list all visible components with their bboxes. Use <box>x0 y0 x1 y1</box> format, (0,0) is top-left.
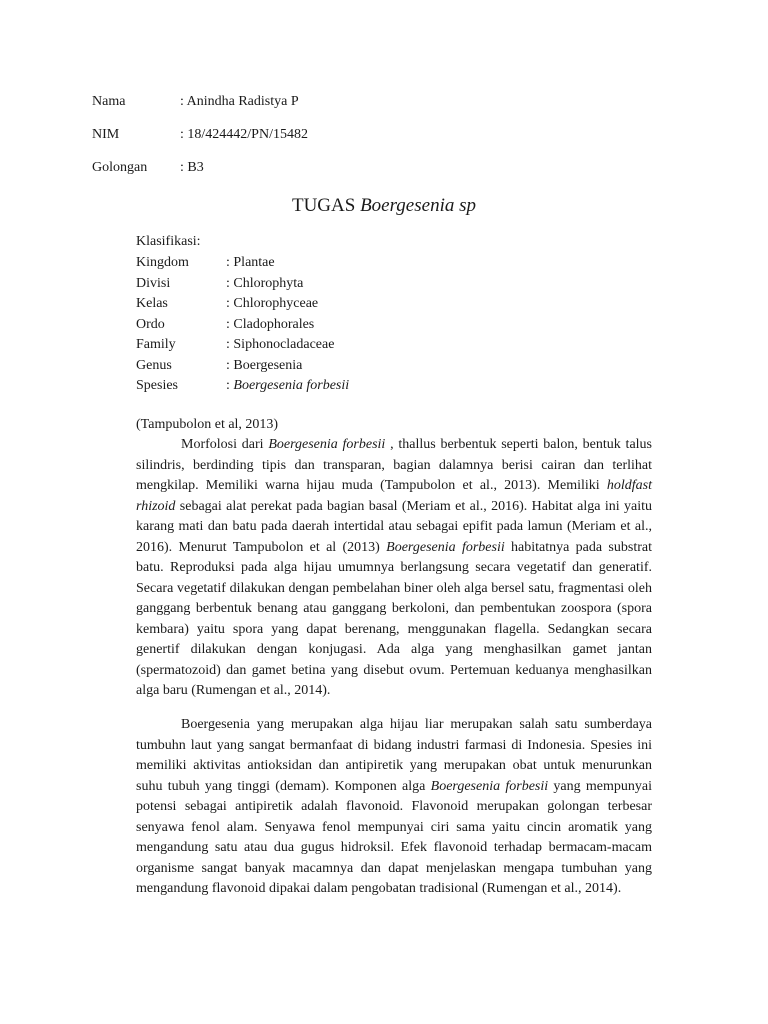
classification-source: (Tampubolon et al, 2013) <box>136 417 279 432</box>
classification-row-kelas <box>136 294 318 314</box>
species-name: Boergesenia forbesii <box>233 378 350 393</box>
text-span: Boergesenia yang merupakan alga hijau liar merupakan salah satu sumberdaya tumbuhn laut yang sangat bermanfaat di bidang industri farmasi di Indonesia. Spesies ini memiliki aktivitas antioksidan dan antipiretik yang merupakan obat untuk menurunkan suhu tubuh yang tinggi (demam). Komponen alga <box>136 717 652 794</box>
name-row <box>92 92 299 112</box>
golongan-label: Golongan <box>92 160 148 175</box>
nim-row <box>92 125 308 145</box>
nim-value: : 18/424442/PN/15482 <box>180 127 308 142</box>
classification-value: : Chlorophyta <box>226 275 304 291</box>
classification-value: : Plantae <box>226 255 275 270</box>
classification-row-genus <box>136 356 302 376</box>
classification-row-spesies <box>136 376 349 396</box>
nim-label: NIM <box>92 127 120 142</box>
page-title <box>0 193 768 219</box>
classification-label: Spesies <box>136 378 178 393</box>
classification-value <box>226 376 349 396</box>
classification-label: Kelas <box>136 296 168 311</box>
classification-heading: Klasifikasi: <box>136 234 201 249</box>
paragraph-morphology <box>136 435 652 702</box>
title-species: Boergesenia sp <box>360 195 476 216</box>
text-span: yang mempunyai potensi sebagai antipiretik adalah flavonoid. Flavonoid merupakan golongan terbesar senyawa fenol alam. Senyawa fenol mempunyai ciri sama yaitu cincin aromatik yang mengandung satu atau dua gugus hidroksil. Efek flavonoid terhadap bermacam-macam organisme sangat banyak macamnya dan dapat menjelaskan mengapa tumbuhan yang mengandung flavonoid dipakai dalam pengobatan tradisional (Rumengan et al., 2014). <box>136 778 652 896</box>
classification-value: : Chlorophyceae <box>226 296 319 311</box>
classification-label: Genus <box>136 357 172 373</box>
classification-label: Ordo <box>136 316 165 332</box>
classification-row-family <box>136 335 334 355</box>
term-italic: holdfast rhizoid <box>136 478 652 514</box>
classification-value-prefix: : <box>226 378 234 393</box>
species-name: Boergesenia forbesii <box>430 778 549 794</box>
species-name: Boergesenia forbesii <box>386 539 505 555</box>
name-label: Nama <box>92 94 126 109</box>
classification-row-ordo <box>136 315 314 335</box>
paragraph-benefits <box>136 715 652 900</box>
text-span: Morfolosi dari <box>181 437 269 452</box>
name-value: : Anindha Radistya P <box>180 94 299 109</box>
golongan-value: : B3 <box>180 160 204 175</box>
classification-row-divisi <box>136 274 303 294</box>
classification-label: Divisi <box>136 275 171 291</box>
title-prefix: TUGAS <box>291 195 356 216</box>
classification-label: Kingdom <box>136 255 189 270</box>
classification-value: : Cladophorales <box>226 316 315 332</box>
text-span: , thallus berbentuk seperti balon, bentuk talus silindris, berdinding tipis dan transparan, bagian dalamnya berisi cairan dan terlihat mengkilap. Memiliki warna hijau muda (Tampubolon et al., 2013). Memiliki <box>136 437 652 493</box>
classification-value: : Boergesenia <box>226 357 303 373</box>
text-span: habitatnya pada substrat batu. Reproduksi pada alga hijau umumnya berlangsung secara vegetatif dan generatif. Secara vegetatif dilakukan dengan pembelahan biner oleh alga bersel satu, fragmentasi oleh ganggang berbentuk benang atau ganggang berkoloni, dan pembentukan zoospora (spora kembara) yaitu spora yang dapat berenang, menggunakan flagella. Sedangkan secara genertif dilakukan dengan konjugasi. Ada alga yang menghasilkan gamet jantan (spermatozoid) dan gamet betina yang disebut ovum. Pertemuan keduanya menghasilkan alga baru (Rumengan et al., 2014). <box>136 539 652 698</box>
classification-value: : Siphonocladaceae <box>226 337 335 352</box>
classification-row-kingdom <box>136 253 275 273</box>
text-span: sebagai alat perekat pada bagian basal (Meriam et al., 2016). Habitat alga ini yaitu karang mati dan batu pada daerah intertidal atau sebagai epifit pada lamun (Meriam et al., 2016). Menurut Tampubolon et al (2013) <box>136 498 652 555</box>
classification-label: Family <box>136 337 176 352</box>
species-name: Boergesenia forbesii <box>268 437 386 452</box>
golongan-row <box>92 158 204 178</box>
